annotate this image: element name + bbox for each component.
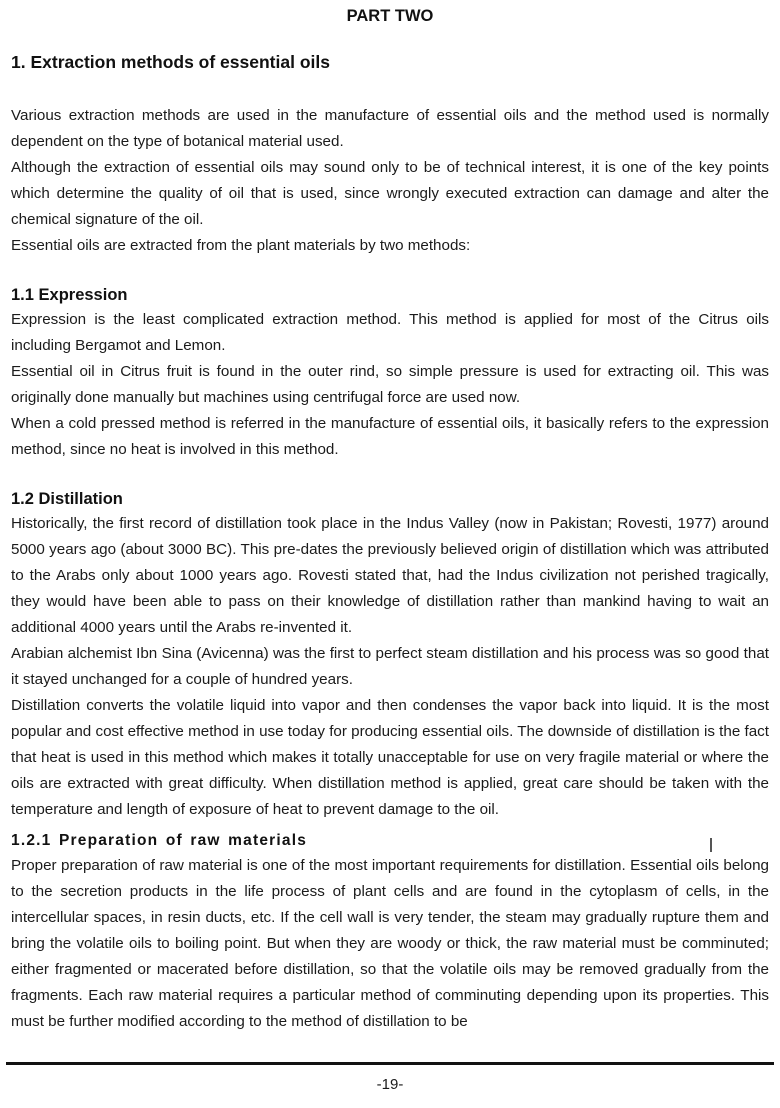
paragraph: Essential oil in Citrus fruit is found in the outer rind, so simple pressure is used for extracting oil. This was originally done manually but machines using centrifugal force are used now.: [11, 363, 769, 406]
section-heading-extraction-methods: 1. Extraction methods of essential oils: [11, 52, 330, 72]
subsection-heading-expression: 1.1 Expression: [11, 286, 128, 304]
page-number: -19-: [376, 1076, 404, 1093]
paragraph: Essential oils are extracted from the plant materials by two methods:: [11, 237, 471, 254]
page-footer: [0, 1062, 780, 1095]
paragraph: Arabian alchemist Ibn Sina (Avicenna) was the first to perfect steam distillation and his process was so good that it stayed unchanged for a couple of hundred years.: [11, 645, 769, 688]
paragraph: Distillation converts the volatile liquid into vapor and then condenses the vapor back into liquid. It is the most popular and cost effective method in use today for producing essential oils. The downside of distillation is the fact that heat is used in this method which makes it totally unacceptable for use on very fragile material or where the oils are extracted with great difficulty. When distillation method is applied, great care should be taken with the temperature and length of exposure of heat to prevent damage to the oil.: [11, 697, 769, 818]
paragraph: When a cold pressed method is referred in the manufacture of essential oils, it basically refers to the expression method, since no heat is involved in this method.: [11, 415, 769, 458]
paragraph: Expression is the least complicated extraction method. This method is applied for most of the Citrus oils including Bergamot and Lemon.: [11, 311, 769, 354]
paragraph: Historically, the first record of distillation took place in the Indus Valley (now in Pakistan; Rovesti, 1977) around 5000 years ago (about 3000 BC). This pre-dates the previously believed origin of distillation which was attributed to the Arabs only about 1000 years ago. Rovesti stated that, had the Indus civilization not perished tragically, they would have been able to pass on their knowledge of distillation rather than mankind having to wait an additional 4000 years until the Arabs re-invented it.: [11, 515, 769, 636]
part-title: PART TWO: [346, 7, 434, 25]
scan-artifact-mark: [710, 838, 712, 852]
paragraph: Proper preparation of raw material is one of the most important requirements for distillation. Essential oils belong to the secretion products in the life process of plant cells and are found in the cytoplasm of cells, in the intercellular spaces, in resin ducts, etc. If the cell wall is very tender, the steam may gradually rupture them and bring the volatile oils to boiling point. But when they are woody or thick, the raw material must be comminuted; either fragmented or macerated before distillation, so that the volatile oils may be removed gradually from the fragments. Each raw material requires a particular method of comminuting depending upon its properties. This must be further modified according to the method of distillation to be: [11, 857, 769, 1030]
footer-rule: [6, 1062, 774, 1065]
paragraph: Various extraction methods are used in the manufacture of essential oils and the method used is normally dependent on the type of botanical material used.: [11, 107, 769, 150]
subsection-heading-distillation: 1.2 Distillation: [11, 490, 123, 508]
paragraph: Although the extraction of essential oils may sound only to be of technical interest, it is one of the key points which determine the quality of oil that is used, since wrongly executed extraction can damage and alter the chemical signature of the oil.: [11, 159, 769, 228]
subsection-heading-preparation-raw-materials: 1.2.1 Preparation of raw materials: [11, 832, 308, 849]
